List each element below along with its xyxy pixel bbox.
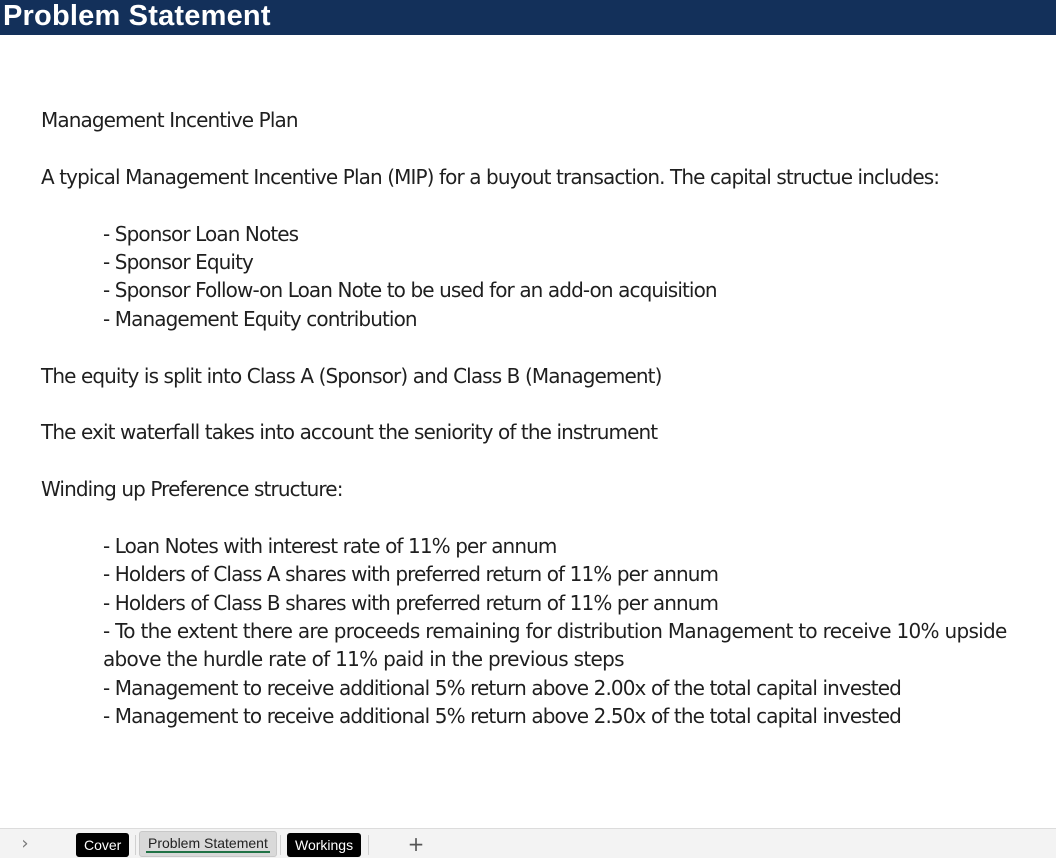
tab-divider	[280, 835, 281, 855]
heading: Management Incentive Plan	[41, 108, 298, 132]
list-item: - Holders of Class A shares with preferred return of 11% per annum	[103, 562, 719, 586]
list-item: - Loan Notes with interest rate of 11% per annum	[103, 534, 557, 558]
waterfall-text: The exit waterfall takes into account the seniority of the instrument	[41, 420, 658, 444]
tab-label: Problem Statement	[148, 835, 268, 851]
tab-cover[interactable]: Cover	[76, 833, 129, 857]
list-item: - Management Equity contribution	[103, 307, 417, 331]
list-item: - Management to receive additional 5% return above 2.00x of the total capital invested	[103, 676, 901, 700]
list-item: - Holders of Class B shares with preferred return of 11% per annum	[103, 591, 719, 615]
sheet-content	[0, 35, 1056, 828]
intro-text: A typical Management Incentive Plan (MIP) for a buyout transaction. The capital structue includes:	[41, 165, 940, 189]
equity-split-text: The equity is split into Class A (Sponsor) and Class B (Management)	[41, 364, 662, 388]
tab-divider	[368, 835, 369, 855]
title-bar	[0, 0, 1056, 35]
tab-problem-statement[interactable]	[139, 831, 277, 857]
preference-heading: Winding up Preference structure:	[41, 477, 343, 501]
list-item: - Management to receive additional 5% return above 2.50x of the total capital invested	[103, 704, 901, 728]
page-title: Problem Statement	[3, 0, 271, 32]
list-item: - Sponsor Follow-on Loan Note to be used for an add-on acquisition	[103, 278, 717, 302]
list-item: - Sponsor Loan Notes	[103, 222, 299, 246]
list-item: - To the extent there are proceeds remaining for distribution Management to receive 10% upside above the hurdle rate of 11% paid in the previous steps	[103, 619, 1007, 671]
tab-workings[interactable]: Workings	[287, 833, 361, 857]
add-sheet-icon[interactable]: +	[407, 832, 425, 856]
sheet-tab-bar	[0, 828, 1056, 858]
tab-divider	[135, 835, 136, 855]
chevron-right-icon[interactable]: ›	[21, 833, 29, 854]
active-tab-indicator	[146, 851, 270, 853]
list-item: - Sponsor Equity	[103, 250, 253, 274]
